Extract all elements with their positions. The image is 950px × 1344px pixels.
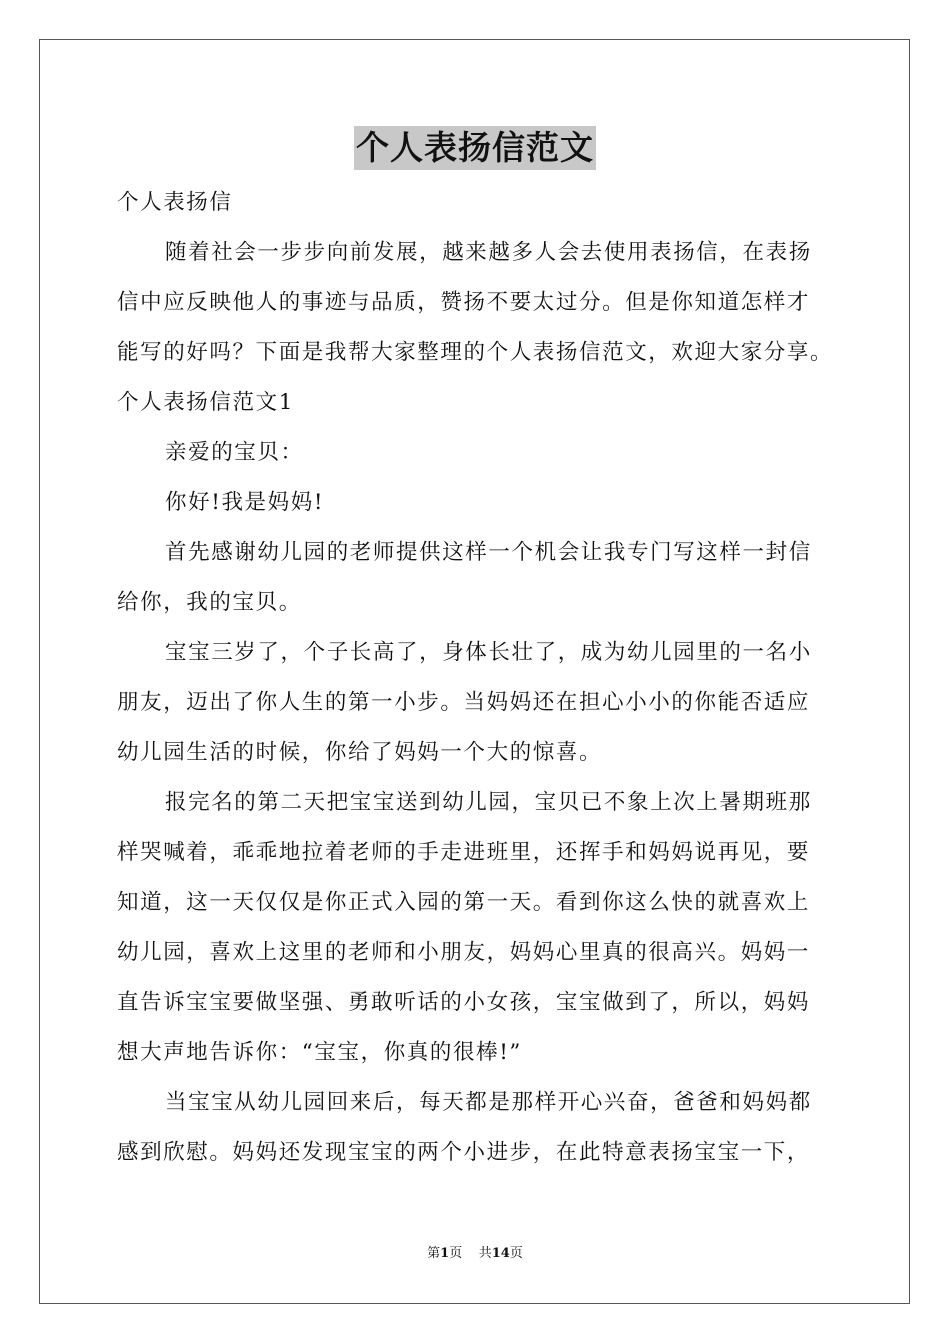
text-line: 幼儿园生活的时候，你给了妈妈一个大的惊喜。 xyxy=(117,740,603,765)
text-line: 感到欣慰。妈妈还发现宝宝的两个小进步，在此特意表扬宝宝一下， xyxy=(117,1140,811,1165)
document-body xyxy=(117,178,839,1178)
page-current: 1 xyxy=(440,1246,450,1261)
text-line: 宝宝三岁了，个子长高了，身体长壮了，成为幼儿园里的一名小 xyxy=(165,640,812,665)
page-total: 14 xyxy=(491,1246,510,1261)
page-suffix: 页 xyxy=(449,1246,463,1261)
text-line: 幼儿园，喜欢上这里的老师和小朋友，妈妈心里真的很高兴。妈妈一 xyxy=(117,940,811,965)
text-line: 直告诉宝宝要做坚强、勇敢听话的小女孩，宝宝做到了，所以，妈妈 xyxy=(117,990,811,1015)
total-suffix: 页 xyxy=(509,1246,523,1261)
text-line: 个人表扬信 xyxy=(117,190,233,215)
text-line: 能写的好吗？下面是我帮大家整理的个人表扬信范文，欢迎大家分享。 xyxy=(117,340,834,365)
text-line: 首先感谢幼儿园的老师提供这样一个机会让我专门写这样一封信 xyxy=(165,540,812,565)
text-line: 朋友，迈出了你人生的第一小步。当妈妈还在担心小小的你能否适应 xyxy=(117,690,811,715)
text-line: 你好!我是妈妈! xyxy=(165,490,325,515)
text-line: 随着社会一步步向前发展，越来越多人会去使用表扬信，在表扬 xyxy=(165,240,812,265)
text-line: 信中应反映他人的事迹与品质，赞扬不要太过分。但是你知道怎样才 xyxy=(117,290,811,315)
text-line: 想大声地告诉你：“宝宝，你真的很棒!” xyxy=(117,1040,523,1065)
text-line: 样哭喊着，乖乖地拉着老师的手走进班里，还挥手和妈妈说再见，要 xyxy=(117,840,811,865)
title-area xyxy=(0,126,950,170)
page-prefix: 第 xyxy=(427,1246,441,1261)
document-title: 个人表扬信范文 xyxy=(354,126,596,170)
text-line: 知道，这一天仅仅是你正式入园的第一天。看到你这么快的就喜欢上 xyxy=(117,890,811,915)
total-prefix: 共 xyxy=(478,1246,492,1261)
text-line: 给你，我的宝贝。 xyxy=(117,590,302,615)
text-line: 报完名的第二天把宝宝送到幼儿园，宝贝已不象上次上暑期班那 xyxy=(165,790,812,815)
text-line: 亲爱的宝贝： xyxy=(165,440,304,465)
page-footer xyxy=(0,1244,950,1264)
text-line: 个人表扬信范文1 xyxy=(117,390,294,415)
text-line: 当宝宝从幼儿园回来后，每天都是那样开心兴奋，爸爸和妈妈都 xyxy=(165,1090,812,1115)
